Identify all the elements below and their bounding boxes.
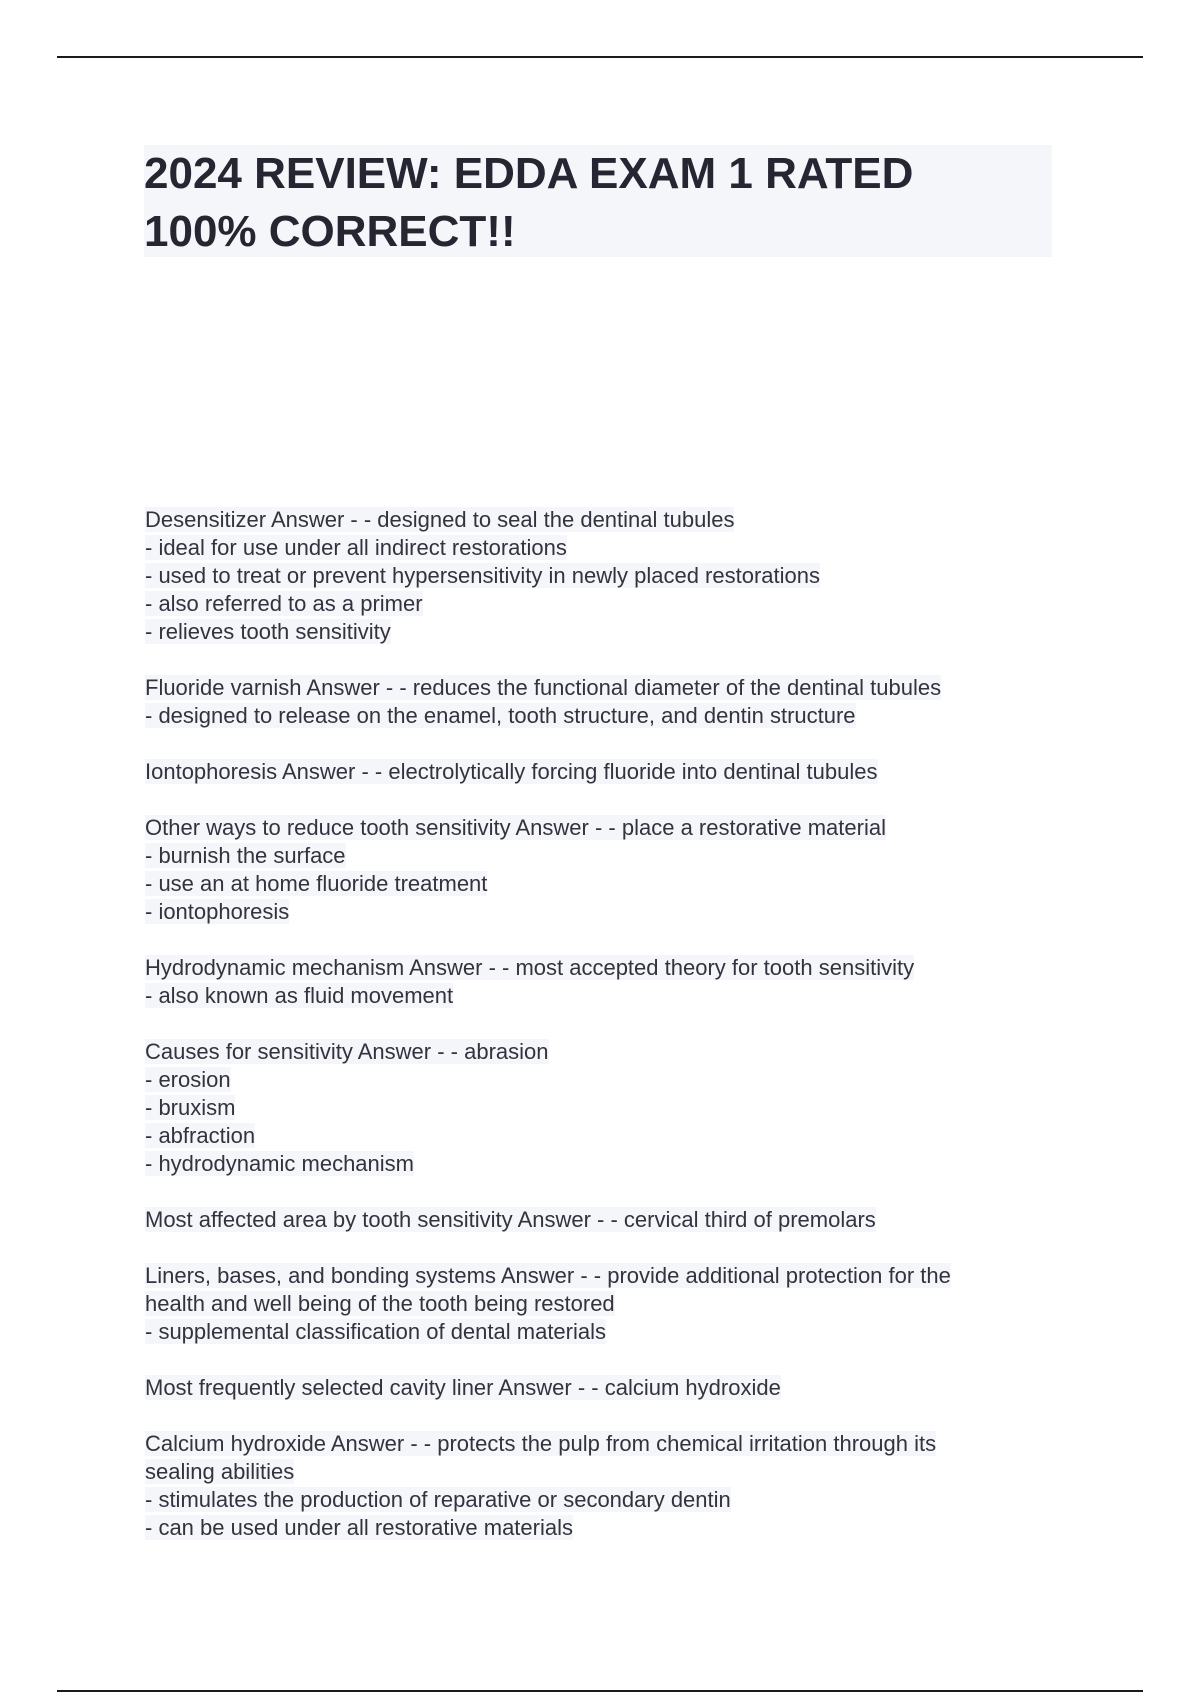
entry-line: - bruxism <box>145 1095 236 1120</box>
entry-line: - supplemental classification of dental materials <box>145 1319 607 1344</box>
entry-line: Calcium hydroxide Answer - - protects the pulp from chemical irritation through its <box>145 1431 937 1456</box>
entry-line: - ideal for use under all indirect restorations <box>145 535 567 560</box>
entry-line: health and well being of the tooth being restored <box>145 1291 615 1316</box>
entry-line: Fluoride varnish Answer - - reduces the functional diameter of the dentinal tubules <box>145 675 942 700</box>
entry-line: Causes for sensitivity Answer - - abrasion <box>145 1039 549 1064</box>
top-divider <box>57 56 1143 58</box>
entry-line: Liners, bases, and bonding systems Answer - - provide additional protection for the <box>145 1263 951 1288</box>
qa-entry-iontophoresis <box>145 758 1045 786</box>
document-title: 2024 REVIEW: EDDA EXAM 1 RATED 100% CORRECT!! <box>144 149 914 256</box>
bottom-divider <box>57 1690 1143 1692</box>
entry-line: Other ways to reduce tooth sensitivity Answer - - place a restorative material <box>145 815 886 840</box>
entry-line: - iontophoresis <box>145 899 290 924</box>
qa-entry-other-ways <box>145 814 1045 926</box>
entry-line: Most frequently selected cavity liner Answer - - calcium hydroxide <box>145 1375 781 1400</box>
entry-line: - also known as fluid movement <box>145 983 454 1008</box>
entry-line: - relieves tooth sensitivity <box>145 619 391 644</box>
entry-line: - designed to release on the enamel, tooth structure, and dentin structure <box>145 703 856 728</box>
entry-line: Most affected area by tooth sensitivity Answer - - cervical third of premolars <box>145 1207 876 1232</box>
qa-entry-most-affected-area <box>145 1206 1045 1234</box>
qa-entry-liners-bases <box>145 1262 1045 1346</box>
qa-entry-hydrodynamic <box>145 954 1045 1010</box>
entry-line: Desensitizer Answer - - designed to seal the dentinal tubules <box>145 507 735 532</box>
qa-entry-desensitizer <box>145 506 1045 646</box>
title-banner <box>144 145 1052 257</box>
qa-entry-causes <box>145 1038 1045 1178</box>
entry-line: - stimulates the production of reparative or secondary dentin <box>145 1487 731 1512</box>
qa-entry-fluoride-varnish <box>145 674 1045 730</box>
entry-line: - hydrodynamic mechanism <box>145 1151 414 1176</box>
entry-line: - used to treat or prevent hypersensitivity in newly placed restorations <box>145 563 820 588</box>
entry-line: - can be used under all restorative materials <box>145 1515 573 1540</box>
entry-line: - also referred to as a primer <box>145 591 423 616</box>
entry-line: - use an at home fluoride treatment <box>145 871 488 896</box>
qa-list <box>145 506 1045 1570</box>
entry-line: sealing abilities <box>145 1459 295 1484</box>
entry-line: - abfraction <box>145 1123 256 1148</box>
qa-entry-calcium-hydroxide <box>145 1430 1045 1542</box>
qa-entry-cavity-liner <box>145 1374 1045 1402</box>
entry-line: - erosion <box>145 1067 231 1092</box>
entry-line: Iontophoresis Answer - - electrolytically forcing fluoride into dentinal tubules <box>145 759 878 784</box>
entry-line: - burnish the surface <box>145 843 346 868</box>
entry-line: Hydrodynamic mechanism Answer - - most accepted theory for tooth sensitivity <box>145 955 915 980</box>
